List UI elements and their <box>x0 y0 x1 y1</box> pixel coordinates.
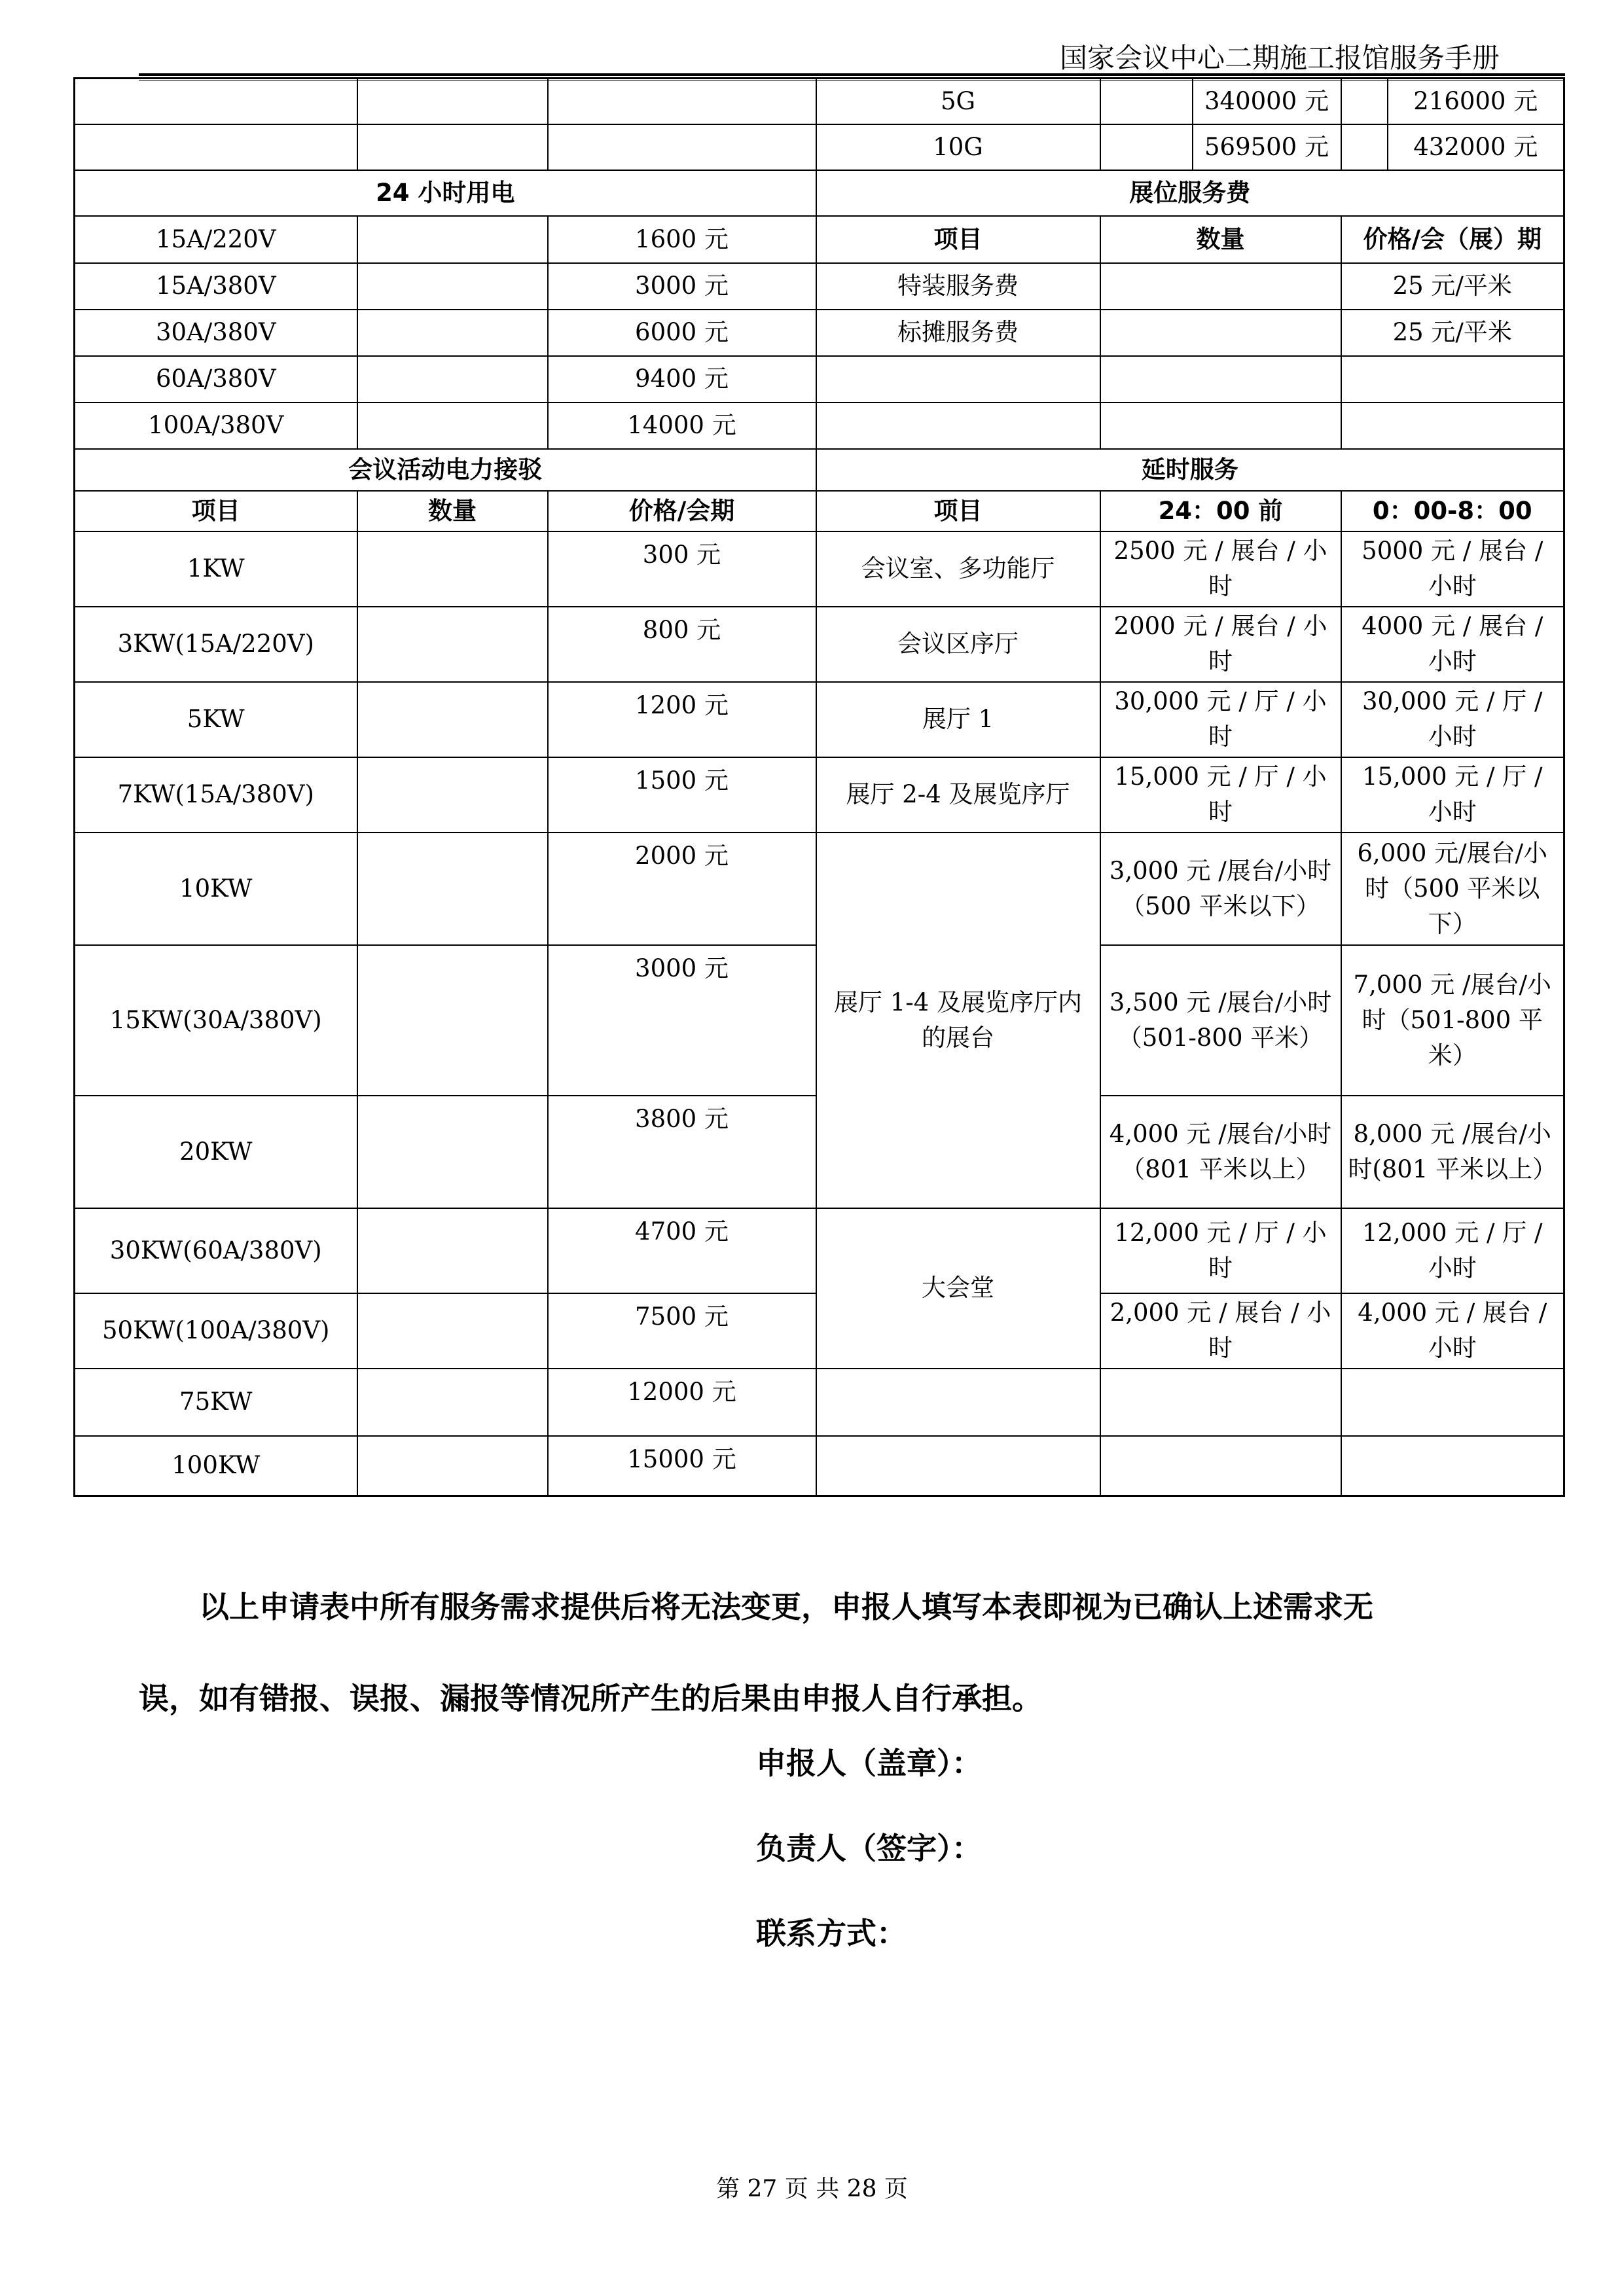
table-cell: 300 元 <box>548 531 816 607</box>
table-cell: 100A/380V <box>75 403 357 449</box>
table-cell <box>357 124 548 170</box>
table-cell <box>1341 79 1388 124</box>
table-cell: 15,000 元 / 厅 / 小时 <box>1341 757 1564 833</box>
section-title-overtime: 延时服务 <box>816 449 1564 491</box>
table-row <box>75 682 1564 757</box>
table-row <box>75 263 1564 310</box>
table-cell: 9400 元 <box>548 356 816 403</box>
table-cell: 4700 元 <box>548 1208 816 1293</box>
table-cell: 800 元 <box>548 607 816 682</box>
table-cell: 展厅 2-4 及展览序厅 <box>816 757 1100 833</box>
table-cell <box>357 833 548 945</box>
table-cell <box>357 531 548 607</box>
table-cell: 12000 元 <box>548 1369 816 1436</box>
table-cell: 3000 元 <box>548 263 816 310</box>
table-cell: 1200 元 <box>548 682 816 757</box>
table-cell: 7KW(15A/380V) <box>75 757 357 833</box>
column-header: 价格/会期 <box>548 491 816 531</box>
table-cell <box>357 310 548 356</box>
table-row <box>75 356 1564 403</box>
service-price-table <box>73 77 1565 1497</box>
table-cell: 15A/380V <box>75 263 357 310</box>
table-cell: 大会堂 <box>816 1208 1100 1369</box>
table-cell: 30,000 元 / 厅 / 小时 <box>1100 682 1341 757</box>
table-cell <box>357 1369 548 1436</box>
table-cell <box>1341 1436 1564 1496</box>
column-header: 项目 <box>816 491 1100 531</box>
table-cell: 3,500 元 /展台/小时（501-800 平米） <box>1100 945 1341 1096</box>
column-header: 项目 <box>816 216 1100 263</box>
table-cell <box>1100 310 1341 356</box>
table-cell: 432000 元 <box>1388 124 1564 170</box>
responsible-signature-label: 负责人（签字）： <box>756 1831 982 1866</box>
section-title-power24: 24 小时用电 <box>75 170 816 216</box>
table-cell: 30,000 元 / 厅 / 小时 <box>1341 682 1564 757</box>
table-row <box>75 1436 1564 1496</box>
notice-paragraph <box>139 1561 1513 1744</box>
table-cell: 15,000 元 / 厅 / 小时 <box>1100 757 1341 833</box>
table-cell <box>357 682 548 757</box>
table-cell: 会议室、多功能厅 <box>816 531 1100 607</box>
table-cell <box>1341 1369 1564 1436</box>
table-row <box>75 607 1564 682</box>
table-cell: 1600 元 <box>548 216 816 263</box>
table-cell: 7500 元 <box>548 1293 816 1369</box>
table-cell: 3000 元 <box>548 945 816 1096</box>
table-row <box>75 833 1564 945</box>
table-cell: 展厅 1 <box>816 682 1100 757</box>
table-cell: 2000 元 <box>548 833 816 945</box>
table-cell <box>357 757 548 833</box>
table-cell: 2000 元 / 展台 / 小时 <box>1100 607 1341 682</box>
table-cell <box>357 607 548 682</box>
section-title-meeting-power: 会议活动电力接驳 <box>75 449 816 491</box>
table-cell <box>548 79 816 124</box>
table-cell: 4,000 元 / 展台 / 小时 <box>1341 1293 1564 1369</box>
table-cell <box>1341 356 1564 403</box>
table-cell <box>548 124 816 170</box>
table-cell: 25 元/平米 <box>1341 310 1564 356</box>
table-cell: 25 元/平米 <box>1341 263 1564 310</box>
table-row <box>75 1369 1564 1436</box>
table-cell: 4,000 元 /展台/小时（801 平米以上） <box>1100 1096 1341 1208</box>
table-cell <box>816 1369 1100 1436</box>
column-header: 0：00-8：00 <box>1341 491 1564 531</box>
table-cell: 1KW <box>75 531 357 607</box>
table-cell <box>357 1436 548 1496</box>
table-row <box>75 491 1564 531</box>
table-cell: 12,000 元 / 厅 / 小时 <box>1100 1208 1341 1293</box>
table-cell: 569500 元 <box>1193 124 1341 170</box>
table-cell: 30KW(60A/380V) <box>75 1208 357 1293</box>
table-cell <box>1100 403 1341 449</box>
table-cell: 特装服务费 <box>816 263 1100 310</box>
table-cell <box>357 945 548 1096</box>
table-cell: 20KW <box>75 1096 357 1208</box>
table-cell: 30A/380V <box>75 310 357 356</box>
table-cell <box>357 1096 548 1208</box>
table-row <box>75 170 1564 216</box>
table-cell <box>357 356 548 403</box>
table-cell: 10KW <box>75 833 357 945</box>
table-cell: 6000 元 <box>548 310 816 356</box>
table-cell: 标摊服务费 <box>816 310 1100 356</box>
page-number: 第 27 页 共 28 页 <box>716 2176 908 2202</box>
table-cell: 4000 元 / 展台 / 小时 <box>1341 607 1564 682</box>
contact-info-label: 联系方式： <box>756 1916 907 1951</box>
table-cell <box>357 403 548 449</box>
table-cell <box>1100 356 1341 403</box>
table-cell: 216000 元 <box>1388 79 1564 124</box>
table-cell: 15A/220V <box>75 216 357 263</box>
table-cell: 8,000 元 /展台/小时(801 平米以上） <box>1341 1096 1564 1208</box>
table-cell: 100KW <box>75 1436 357 1496</box>
table-cell <box>1100 79 1193 124</box>
table-cell: 340000 元 <box>1193 79 1341 124</box>
table-cell: 会议区序厅 <box>816 607 1100 682</box>
table-cell: 15KW(30A/380V) <box>75 945 357 1096</box>
table-cell <box>816 356 1100 403</box>
column-header: 数量 <box>357 491 548 531</box>
table-cell: 2500 元 / 展台 / 小时 <box>1100 531 1341 607</box>
notice-line-2: 误，如有错报、误报、漏报等情况所产生的后果由申报人自行承担。 <box>139 1681 1042 1716</box>
table-cell: 50KW(100A/380V) <box>75 1293 357 1369</box>
table-cell: 6,000 元/展台/小时（500 平米以下） <box>1341 833 1564 945</box>
table-cell <box>357 1208 548 1293</box>
table-row <box>75 403 1564 449</box>
table-cell: 展厅 1-4 及展览序厅内的展台 <box>816 833 1100 1208</box>
table-cell <box>1341 403 1564 449</box>
table-cell: 75KW <box>75 1369 357 1436</box>
table-row <box>75 124 1564 170</box>
table-cell: 14000 元 <box>548 403 816 449</box>
table-cell: 3KW(15A/220V) <box>75 607 357 682</box>
table-cell <box>1100 124 1193 170</box>
table-cell: 5000 元 / 展台 / 小时 <box>1341 531 1564 607</box>
table-cell <box>75 79 357 124</box>
column-header: 价格/会（展）期 <box>1341 216 1564 263</box>
table-cell <box>1100 1436 1341 1496</box>
table-row <box>75 449 1564 491</box>
table-cell: 15000 元 <box>548 1436 816 1496</box>
table-cell <box>1100 1369 1341 1436</box>
table-cell: 5KW <box>75 682 357 757</box>
column-header: 项目 <box>75 491 357 531</box>
table-cell <box>816 1436 1100 1496</box>
page-header-title: 国家会议中心二期施工报馆服务手册 <box>1059 42 1500 74</box>
table-cell: 12,000 元 / 厅 / 小时 <box>1341 1208 1564 1293</box>
table-cell <box>357 79 548 124</box>
table-row <box>75 79 1564 124</box>
table-cell: 3800 元 <box>548 1096 816 1208</box>
table-cell <box>816 403 1100 449</box>
table-cell <box>1341 124 1388 170</box>
table-cell: 2,000 元 / 展台 / 小时 <box>1100 1293 1341 1369</box>
table-row <box>75 1208 1564 1293</box>
table-row <box>75 216 1564 263</box>
notice-line-1: 以上申请表中所有服务需求提供后将无法变更，申报人填写本表即视为已确认上述需求无 <box>199 1589 1373 1624</box>
table-cell <box>357 263 548 310</box>
table-row <box>75 531 1564 607</box>
column-header: 24：00 前 <box>1100 491 1341 531</box>
column-header: 数量 <box>1100 216 1341 263</box>
table-cell <box>1100 263 1341 310</box>
table-cell <box>357 216 548 263</box>
table-cell: 10G <box>816 124 1100 170</box>
applicant-seal-label: 申报人（盖章）： <box>756 1746 982 1781</box>
table-cell <box>75 124 357 170</box>
table-row <box>75 757 1564 833</box>
table-cell: 5G <box>816 79 1100 124</box>
section-title-booth: 展位服务费 <box>816 170 1564 216</box>
table-row <box>75 310 1564 356</box>
table-cell <box>357 1293 548 1369</box>
table-cell: 7,000 元 /展台/小时（501-800 平米） <box>1341 945 1564 1096</box>
table-cell: 60A/380V <box>75 356 357 403</box>
table-cell: 3,000 元 /展台/小时（500 平米以下） <box>1100 833 1341 945</box>
table-cell: 1500 元 <box>548 757 816 833</box>
